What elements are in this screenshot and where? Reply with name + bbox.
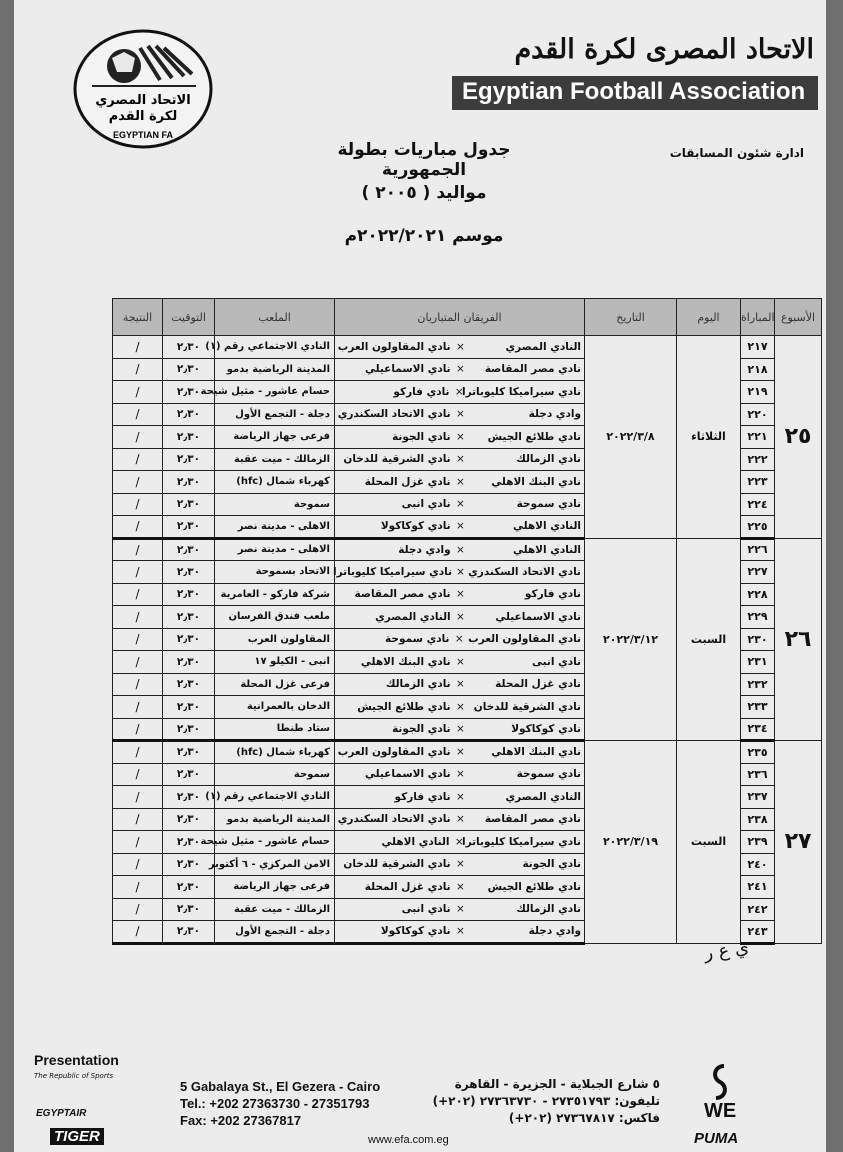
versus-mark: × xyxy=(456,453,465,466)
result-cell: / xyxy=(113,808,163,831)
result-cell: / xyxy=(113,763,163,786)
time-cell: ٢٫٣٠ xyxy=(163,606,215,629)
away-team: نادي طلائع الجيش xyxy=(357,700,451,713)
away-team: نادي انبى xyxy=(401,498,451,511)
teams-wrap xyxy=(335,431,584,443)
time-cell: ٢٫٣٠ xyxy=(163,741,215,764)
week-cell: ٢٥ xyxy=(775,336,822,539)
venue-cell: حسام عاشور - مثيل شيحة xyxy=(215,831,335,854)
home-team: نادي الاسماعيلي xyxy=(495,610,581,623)
versus-mark: × xyxy=(456,700,465,713)
header-week: الأسبوع xyxy=(775,299,822,336)
teams-cell xyxy=(335,741,585,764)
away-team: نادي البنك الاهلي xyxy=(360,655,451,668)
venue-cell: سموحة xyxy=(215,763,335,786)
home-team: نادي الشرقية للدخان xyxy=(473,700,581,713)
teams-wrap xyxy=(335,566,584,578)
away-team: نادي الجونة xyxy=(392,722,451,735)
versus-mark: × xyxy=(456,746,465,759)
teams-cell xyxy=(335,583,585,606)
teams-cell xyxy=(335,853,585,876)
result-cell: / xyxy=(113,538,163,561)
versus-mark: × xyxy=(456,408,465,421)
away-team: نادي فاركو xyxy=(393,385,450,398)
home-team: نادي كوكاكولا xyxy=(511,722,581,735)
match-number-cell: ٢٣٧ xyxy=(741,786,775,809)
venue-cell: ملعب فندق الفرسان xyxy=(215,606,335,629)
venue-cell: المدينة الرياضية بدمو xyxy=(215,358,335,381)
time-cell: ٢٫٣٠ xyxy=(163,448,215,471)
result-cell: / xyxy=(113,606,163,629)
home-team: نادي الزمالك xyxy=(516,453,581,466)
home-team: نادي سموحة xyxy=(516,498,581,511)
match-number-cell: ٢٢٢ xyxy=(741,448,775,471)
teams-wrap xyxy=(335,813,584,825)
versus-mark: × xyxy=(456,678,465,691)
address-en-street: 5 Gabalaya St., El Gezera - Cairo xyxy=(180,1079,381,1094)
teams-cell xyxy=(335,538,585,561)
sponsor-presentation-logo: Presentation xyxy=(34,1052,119,1068)
versus-mark: × xyxy=(456,498,465,511)
result-cell: / xyxy=(113,448,163,471)
website-link[interactable]: www.efa.com.eg xyxy=(368,1134,449,1146)
schedule-body xyxy=(113,336,822,944)
teams-cell xyxy=(335,696,585,719)
versus-mark: × xyxy=(456,813,465,826)
result-cell: / xyxy=(113,336,163,359)
result-cell: / xyxy=(113,426,163,449)
home-team: نادي طلائع الجيش xyxy=(487,880,581,893)
venue-cell: الاتحاد بسموحة xyxy=(215,561,335,584)
match-number-cell: ٢٣٠ xyxy=(741,628,775,651)
result-cell: / xyxy=(113,381,163,404)
teams-cell xyxy=(335,403,585,426)
teams-wrap xyxy=(335,903,584,915)
day-cell: الثلاثاء xyxy=(677,336,741,539)
venue-cell: الزمالك - ميت عقبة xyxy=(215,898,335,921)
teams-cell xyxy=(335,628,585,651)
teams-wrap xyxy=(335,656,584,668)
match-number-cell: ٢٤١ xyxy=(741,876,775,899)
teams-cell xyxy=(335,426,585,449)
match-number-cell: ٢١٩ xyxy=(741,381,775,404)
away-team: نادي سموحة xyxy=(385,633,450,646)
address-ar-tel: تليفون: ٢٧٣٥١٧٩٣ - ٢٧٣٦٣٧٣٠ (٢٠٢+) xyxy=(432,1094,660,1108)
time-cell: ٢٫٣٠ xyxy=(163,786,215,809)
home-team: نادي مصر المقاصة xyxy=(484,813,581,826)
home-team: نادي البنك الاهلي xyxy=(491,475,581,488)
time-cell: ٢٫٣٠ xyxy=(163,853,215,876)
logo-text-ar-1: الاتحاد المصري xyxy=(95,93,191,108)
time-cell: ٢٫٣٠ xyxy=(163,516,215,539)
time-cell: ٢٫٣٠ xyxy=(163,381,215,404)
teams-cell xyxy=(335,516,585,539)
document-page xyxy=(14,0,826,1152)
match-number-cell: ٢٤٢ xyxy=(741,898,775,921)
teams-wrap xyxy=(335,701,584,713)
time-cell: ٢٫٣٠ xyxy=(163,336,215,359)
teams-wrap xyxy=(335,386,584,398)
result-cell: / xyxy=(113,718,163,741)
match-number-cell: ٢٢٠ xyxy=(741,403,775,426)
match-number-cell: ٢٣٥ xyxy=(741,741,775,764)
away-team: نادي انبى xyxy=(401,903,451,916)
home-team: نادي غزل المحلة xyxy=(495,678,581,691)
away-team: نادي غزل المحلة xyxy=(364,880,451,893)
teams-wrap xyxy=(335,768,584,780)
venue-cell: الاهلى - مدينة نصر xyxy=(215,516,335,539)
result-cell: / xyxy=(113,493,163,516)
teams-wrap xyxy=(335,746,584,758)
versus-mark: × xyxy=(456,430,465,443)
versus-mark: × xyxy=(456,588,465,601)
match-number-cell: ٢١٧ xyxy=(741,336,775,359)
home-team: نادي سموحة xyxy=(516,768,581,781)
away-team: نادي الاسماعيلي xyxy=(364,363,451,376)
versus-mark: × xyxy=(456,340,465,353)
home-team: نادي سيراميكا كليوباترا xyxy=(461,835,581,848)
versus-mark: × xyxy=(456,520,465,533)
away-team: نادي المقاولون العرب xyxy=(337,340,451,353)
header-teams: الفريقان المتباريان xyxy=(335,299,585,336)
away-team: النادي الاهلي xyxy=(381,835,450,848)
versus-mark: × xyxy=(454,835,464,848)
venue-cell: المدينة الرياضية بدمو xyxy=(215,808,335,831)
teams-wrap xyxy=(335,498,584,510)
away-team: نادي الشرقية للدخان xyxy=(343,453,451,466)
venue-cell: فرعى غزل المحلة xyxy=(215,673,335,696)
sponsor-egyptair-logo: EGYPTAIR xyxy=(36,1108,87,1119)
time-cell: ٢٫٣٠ xyxy=(163,471,215,494)
result-cell: / xyxy=(113,561,163,584)
teams-cell xyxy=(335,651,585,674)
schedule-table xyxy=(112,298,822,945)
venue-cell: الزمالك - ميت عقبة xyxy=(215,448,335,471)
venue-cell: كهرباء شمال (hfc) xyxy=(215,471,335,494)
versus-mark: × xyxy=(456,858,465,871)
away-team: نادي مصر المقاصة xyxy=(354,588,451,601)
match-number-cell: ٢٣٨ xyxy=(741,808,775,831)
match-number-cell: ٢٣١ xyxy=(741,651,775,674)
teams-cell xyxy=(335,471,585,494)
time-cell: ٢٫٣٠ xyxy=(163,876,215,899)
sponsor-tiger-logo: TIGER xyxy=(50,1128,104,1145)
result-cell: / xyxy=(113,516,163,539)
department-label: ادارة شئون المسابقات xyxy=(669,146,804,160)
away-team: نادي المقاولون العرب xyxy=(337,746,451,759)
header-time: التوقيت xyxy=(163,299,215,336)
home-team: وادي دجلة xyxy=(528,408,581,421)
away-team: نادي الاسماعيلي xyxy=(364,768,451,781)
venue-cell: شركة فاركو - العامرية xyxy=(215,583,335,606)
logo-text-en: EGYPTIAN FA xyxy=(112,130,174,140)
versus-mark: × xyxy=(456,475,465,488)
address-ar-fax: فاكس: ٢٧٣٦٧٨١٧ (٢٠٢+) xyxy=(508,1111,660,1125)
season-title: موسم ٢٠٢٢/٢٠٢١م xyxy=(344,226,504,246)
home-team: نادي فاركو xyxy=(524,588,581,601)
teams-wrap xyxy=(335,723,584,735)
home-team: وادي دجلة xyxy=(528,925,581,938)
venue-cell: النادي الاجتماعي رقم (١) xyxy=(215,786,335,809)
header-venue: الملعب xyxy=(215,299,335,336)
result-cell: / xyxy=(113,921,163,944)
result-cell: / xyxy=(113,786,163,809)
address-english xyxy=(180,1078,380,1129)
home-team: النادي المصري xyxy=(505,340,581,353)
age-group-title: مواليد ( ٢٠٠٥ ) xyxy=(361,183,487,203)
time-cell: ٢٫٣٠ xyxy=(163,538,215,561)
teams-cell xyxy=(335,921,585,944)
table-row xyxy=(113,538,822,561)
home-team: نادي الاتحاد السكندري xyxy=(468,565,581,578)
home-team: نادي مصر المقاصة xyxy=(484,363,581,376)
result-cell: / xyxy=(113,628,163,651)
table-header-row xyxy=(113,299,822,336)
match-number-cell: ٢٣٢ xyxy=(741,673,775,696)
teams-wrap xyxy=(335,520,584,532)
puma-sponsor-logo: PUMA xyxy=(694,1130,739,1147)
away-team: النادي المصري xyxy=(375,610,451,623)
week-cell: ٢٧ xyxy=(775,741,822,944)
home-team: نادي الزمالك xyxy=(516,903,581,916)
versus-mark: × xyxy=(456,363,465,376)
teams-cell xyxy=(335,718,585,741)
time-cell: ٢٫٣٠ xyxy=(163,921,215,944)
away-team: نادي كوكاكولا xyxy=(380,520,451,533)
teams-wrap xyxy=(335,341,584,353)
teams-wrap xyxy=(335,611,584,623)
versus-mark: × xyxy=(454,633,464,646)
venue-cell: سموحة xyxy=(215,493,335,516)
teams-cell xyxy=(335,358,585,381)
teams-cell xyxy=(335,381,585,404)
versus-mark: × xyxy=(456,790,465,803)
versus-mark: × xyxy=(456,722,465,735)
match-number-cell: ٢٤٠ xyxy=(741,853,775,876)
venue-cell: الامن المركزي - ٦ أكتوبر xyxy=(215,853,335,876)
header-match: المباراة xyxy=(741,299,775,336)
home-team: نادي البنك الاهلي xyxy=(491,746,581,759)
match-number-cell: ٢٢٨ xyxy=(741,583,775,606)
venue-cell: دجلة - التجمع الأول xyxy=(215,921,335,944)
home-team: النادي الاهلي xyxy=(512,520,581,533)
versus-mark: × xyxy=(456,610,465,623)
match-number-cell: ٢٢٦ xyxy=(741,538,775,561)
home-team: النادي الاهلي xyxy=(512,543,581,556)
teams-cell xyxy=(335,831,585,854)
result-cell: / xyxy=(113,696,163,719)
match-number-cell: ٢٢٩ xyxy=(741,606,775,629)
match-number-cell: ٢٣٤ xyxy=(741,718,775,741)
away-team: نادي الزمالك xyxy=(385,678,451,691)
date-cell: ٢٠٢٢/٣/١٢ xyxy=(585,538,677,741)
address-en-tel: Tel.: +202 27363730 - 27351793 xyxy=(180,1096,370,1111)
date-cell: ٢٠٢٢/٣/٨ xyxy=(585,336,677,539)
org-name-arabic: الاتحاد المصرى لكرة القدم xyxy=(514,34,814,65)
time-cell: ٢٫٣٠ xyxy=(163,358,215,381)
teams-wrap xyxy=(335,544,584,556)
match-number-cell: ٢٣٣ xyxy=(741,696,775,719)
match-number-cell: ٢٣٦ xyxy=(741,763,775,786)
time-cell: ٢٫٣٠ xyxy=(163,898,215,921)
time-cell: ٢٫٣٠ xyxy=(163,403,215,426)
time-cell: ٢٫٣٠ xyxy=(163,673,215,696)
venue-cell: الاهلى - مدينة نصر xyxy=(215,538,335,561)
teams-wrap xyxy=(335,363,584,375)
time-cell: ٢٫٣٠ xyxy=(163,763,215,786)
teams-cell xyxy=(335,493,585,516)
versus-mark: × xyxy=(456,565,465,578)
time-cell: ٢٫٣٠ xyxy=(163,831,215,854)
away-team: نادي الاتحاد السكندري xyxy=(337,813,451,826)
time-cell: ٢٫٣٠ xyxy=(163,696,215,719)
match-number-cell: ٢٢٧ xyxy=(741,561,775,584)
venue-cell: النادي الاجتماعي رقم (١) xyxy=(215,336,335,359)
home-team: نادي سيراميكا كليوباترا xyxy=(461,385,581,398)
result-cell: / xyxy=(113,876,163,899)
time-cell: ٢٫٣٠ xyxy=(163,718,215,741)
teams-wrap xyxy=(335,858,584,870)
result-cell: / xyxy=(113,673,163,696)
teams-wrap xyxy=(335,633,584,645)
teams-cell xyxy=(335,808,585,831)
address-en-fax: Fax: +202 27367817 xyxy=(180,1113,302,1128)
day-cell: السبت xyxy=(677,741,741,944)
teams-wrap xyxy=(335,588,584,600)
teams-cell xyxy=(335,876,585,899)
time-cell: ٢٫٣٠ xyxy=(163,628,215,651)
time-cell: ٢٫٣٠ xyxy=(163,808,215,831)
address-ar-street: ٥ شارع الجبلاية - الجزيرة - القاهرة xyxy=(454,1077,660,1091)
away-team: نادي الجونة xyxy=(392,430,451,443)
teams-cell xyxy=(335,786,585,809)
home-team: النادي المصري xyxy=(505,790,581,803)
header-day: اليوم xyxy=(677,299,741,336)
time-cell: ٢٫٣٠ xyxy=(163,583,215,606)
home-team: نادي الجونة xyxy=(522,858,581,871)
away-team: نادي كوكاكولا xyxy=(380,925,451,938)
result-cell: / xyxy=(113,831,163,854)
teams-cell xyxy=(335,448,585,471)
header-result: النتيجة xyxy=(113,299,163,336)
match-number-cell: ٢٤٣ xyxy=(741,921,775,944)
teams-wrap xyxy=(335,925,584,937)
date-cell: ٢٠٢٢/٣/١٩ xyxy=(585,741,677,944)
week-cell: ٢٦ xyxy=(775,538,822,741)
address-arabic xyxy=(414,1076,660,1127)
match-number-cell: ٢٢٣ xyxy=(741,471,775,494)
match-number-cell: ٢٣٩ xyxy=(741,831,775,854)
away-team: نادي غزل المحلة xyxy=(364,475,451,488)
venue-cell: فرعى جهاز الرياضة xyxy=(215,426,335,449)
versus-mark: × xyxy=(456,655,465,668)
away-team: نادي سيراميكا كليوباترا xyxy=(333,565,453,578)
match-number-cell: ٢١٨ xyxy=(741,358,775,381)
teams-cell xyxy=(335,336,585,359)
teams-wrap xyxy=(335,791,584,803)
result-cell: / xyxy=(113,898,163,921)
we-sponsor-logo: WE xyxy=(704,1100,737,1122)
teams-cell xyxy=(335,606,585,629)
venue-cell: فرعى جهاز الرياضة xyxy=(215,876,335,899)
away-team: وادي دجلة xyxy=(398,543,451,556)
teams-wrap xyxy=(335,476,584,488)
schedule-title: جدول مباريات بطولة الجمهورية xyxy=(337,140,511,180)
home-team: نادي المقاولون العرب xyxy=(468,633,581,646)
venue-cell: حسام عاشور - مثيل شيحة xyxy=(215,381,335,404)
time-cell: ٢٫٣٠ xyxy=(163,561,215,584)
away-team: نادي الشرقية للدخان xyxy=(343,858,451,871)
venue-cell: ستاد طنطا xyxy=(215,718,335,741)
venue-cell: الدخان بالعمرانية xyxy=(215,696,335,719)
away-team: نادي الاتحاد السكندري xyxy=(337,408,451,421)
versus-mark: × xyxy=(454,385,464,398)
teams-cell xyxy=(335,561,585,584)
teams-cell xyxy=(335,673,585,696)
teams-wrap xyxy=(335,881,584,893)
result-cell: / xyxy=(113,403,163,426)
away-team: نادي فاركو xyxy=(394,790,451,803)
org-name-english: Egyptian Football Association xyxy=(462,78,806,105)
result-cell: / xyxy=(113,583,163,606)
match-number-cell: ٢٢١ xyxy=(741,426,775,449)
efa-logo xyxy=(72,28,214,150)
result-cell: / xyxy=(113,853,163,876)
logo-text-ar-2: لكرة القدم xyxy=(108,109,178,124)
venue-cell: انبى - الكيلو ١٧ xyxy=(215,651,335,674)
venue-cell: كهرباء شمال (hfc) xyxy=(215,741,335,764)
teams-cell xyxy=(335,898,585,921)
result-cell: / xyxy=(113,471,163,494)
versus-mark: × xyxy=(456,880,465,893)
versus-mark: × xyxy=(456,768,465,781)
venue-cell: المقاولون العرب xyxy=(215,628,335,651)
result-cell: / xyxy=(113,358,163,381)
time-cell: ٢٫٣٠ xyxy=(163,651,215,674)
time-cell: ٢٫٣٠ xyxy=(163,426,215,449)
result-cell: / xyxy=(113,651,163,674)
sponsor-presentation-tagline: The Republic of Sports xyxy=(34,1072,114,1080)
home-team: نادي طلائع الجيش xyxy=(487,430,581,443)
versus-mark: × xyxy=(456,925,465,938)
match-number-cell: ٢٢٤ xyxy=(741,493,775,516)
teams-wrap xyxy=(335,678,584,690)
table-row xyxy=(113,336,822,359)
teams-cell xyxy=(335,763,585,786)
teams-wrap xyxy=(335,408,584,420)
time-cell: ٢٫٣٠ xyxy=(163,493,215,516)
versus-mark: × xyxy=(456,543,465,556)
venue-cell: دجلة - التجمع الأول xyxy=(215,403,335,426)
header-date: التاريخ xyxy=(585,299,677,336)
match-number-cell: ٢٢٥ xyxy=(741,516,775,539)
table-row xyxy=(113,741,822,764)
signature: ي ع ر xyxy=(702,936,751,965)
versus-mark: × xyxy=(456,903,465,916)
teams-wrap xyxy=(335,836,584,848)
home-team: نادي انبى xyxy=(531,655,581,668)
teams-wrap xyxy=(335,453,584,465)
day-cell: السبت xyxy=(677,538,741,741)
result-cell: / xyxy=(113,741,163,764)
